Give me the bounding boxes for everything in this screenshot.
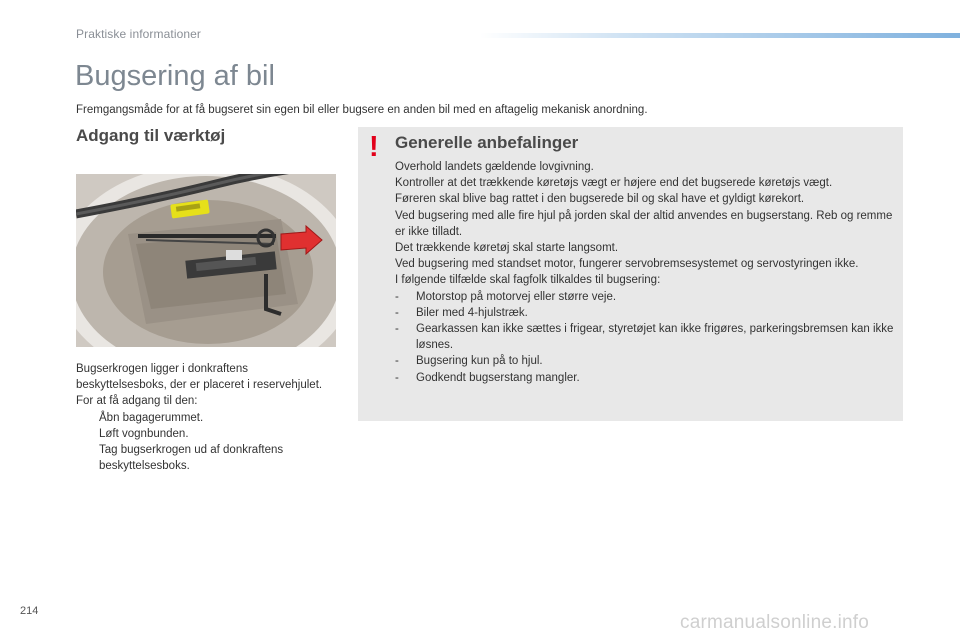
warning-exclamation-icon: ! <box>369 131 379 163</box>
list-item: Tag bugserkrogen ud af donkraftens beskyttelsesboks. <box>99 444 284 473</box>
spare-wheel-toolkit-photo <box>76 174 336 347</box>
recommendation-line: Ved bugsering med alle fire hjul på jorden skal der altid anvendes en bugserstang. Reb og remme er ikke tilladt. <box>395 209 893 238</box>
list-item: - Gearkassen kan ikke sættes i frigear, styretøjet kan ikke frigøres, parkeringsbremsen kan ikke løsnes. <box>395 323 894 352</box>
tools-location-paragraph: Bugserkrogen ligger i donkraftens beskyttelsesboks, der er placeret i reservehjulet. <box>76 363 323 392</box>
watermark: carmanualsonline.info <box>680 612 870 633</box>
page-title: Bugsering af bil <box>75 60 275 92</box>
recommendation-line: Ved bugsering med standset motor, fungerer servobremsesystemet og servostyringen ikke. <box>395 258 859 271</box>
list-item: Åbn bagagerummet. <box>99 411 204 424</box>
recommendation-line: Det trækkende køretøj skal starte langsomt. <box>395 242 619 255</box>
list-item: - Motorstop på motorvej eller større veje. <box>395 290 617 303</box>
toolkit-photo-illustration <box>76 174 336 347</box>
recommendation-line: Overhold landets gældende lovgivning. <box>395 161 594 173</box>
general-recommendations-panel <box>358 127 903 421</box>
list-item: - Biler med 4-hjulstræk. <box>395 306 528 319</box>
list-item: Løft vognbunden. <box>99 427 189 440</box>
list-item: - Bugsering kun på to hjul. <box>395 355 543 368</box>
tools-steps-lead: For at få adgang til den: <box>76 395 198 408</box>
header-accent-bar <box>480 33 960 38</box>
tools-access-text <box>76 361 336 474</box>
tools-access-heading: Adgang til værktøj <box>76 126 226 145</box>
recommendation-line: Føreren skal blive bag rattet i den bugserede bil og skal have et gyldigt kørekort. <box>395 193 805 206</box>
recommendation-line: I følgende tilfælde skal fagfolk tilkaldes til bugsering: <box>395 274 661 287</box>
recommendations-heading: Generelle anbefalinger <box>395 133 579 152</box>
tools-steps-list <box>76 410 336 475</box>
section-header: Praktiske informationer <box>76 27 202 41</box>
page-number: 214 <box>20 605 39 617</box>
intro-text: Fremgangsmåde for at få bugseret sin egen bil eller bugsere en anden bil med en aftagelig mekanisk anordning. <box>76 104 648 116</box>
recommendation-line: Kontroller at det trækkende køretøjs vægt er højere end det bugserede køretøjs vægt. <box>395 177 833 190</box>
list-item: - Godkendt bugserstang mangler. <box>395 371 580 384</box>
recommendations-text <box>395 159 895 386</box>
professional-cases-list <box>395 289 895 386</box>
